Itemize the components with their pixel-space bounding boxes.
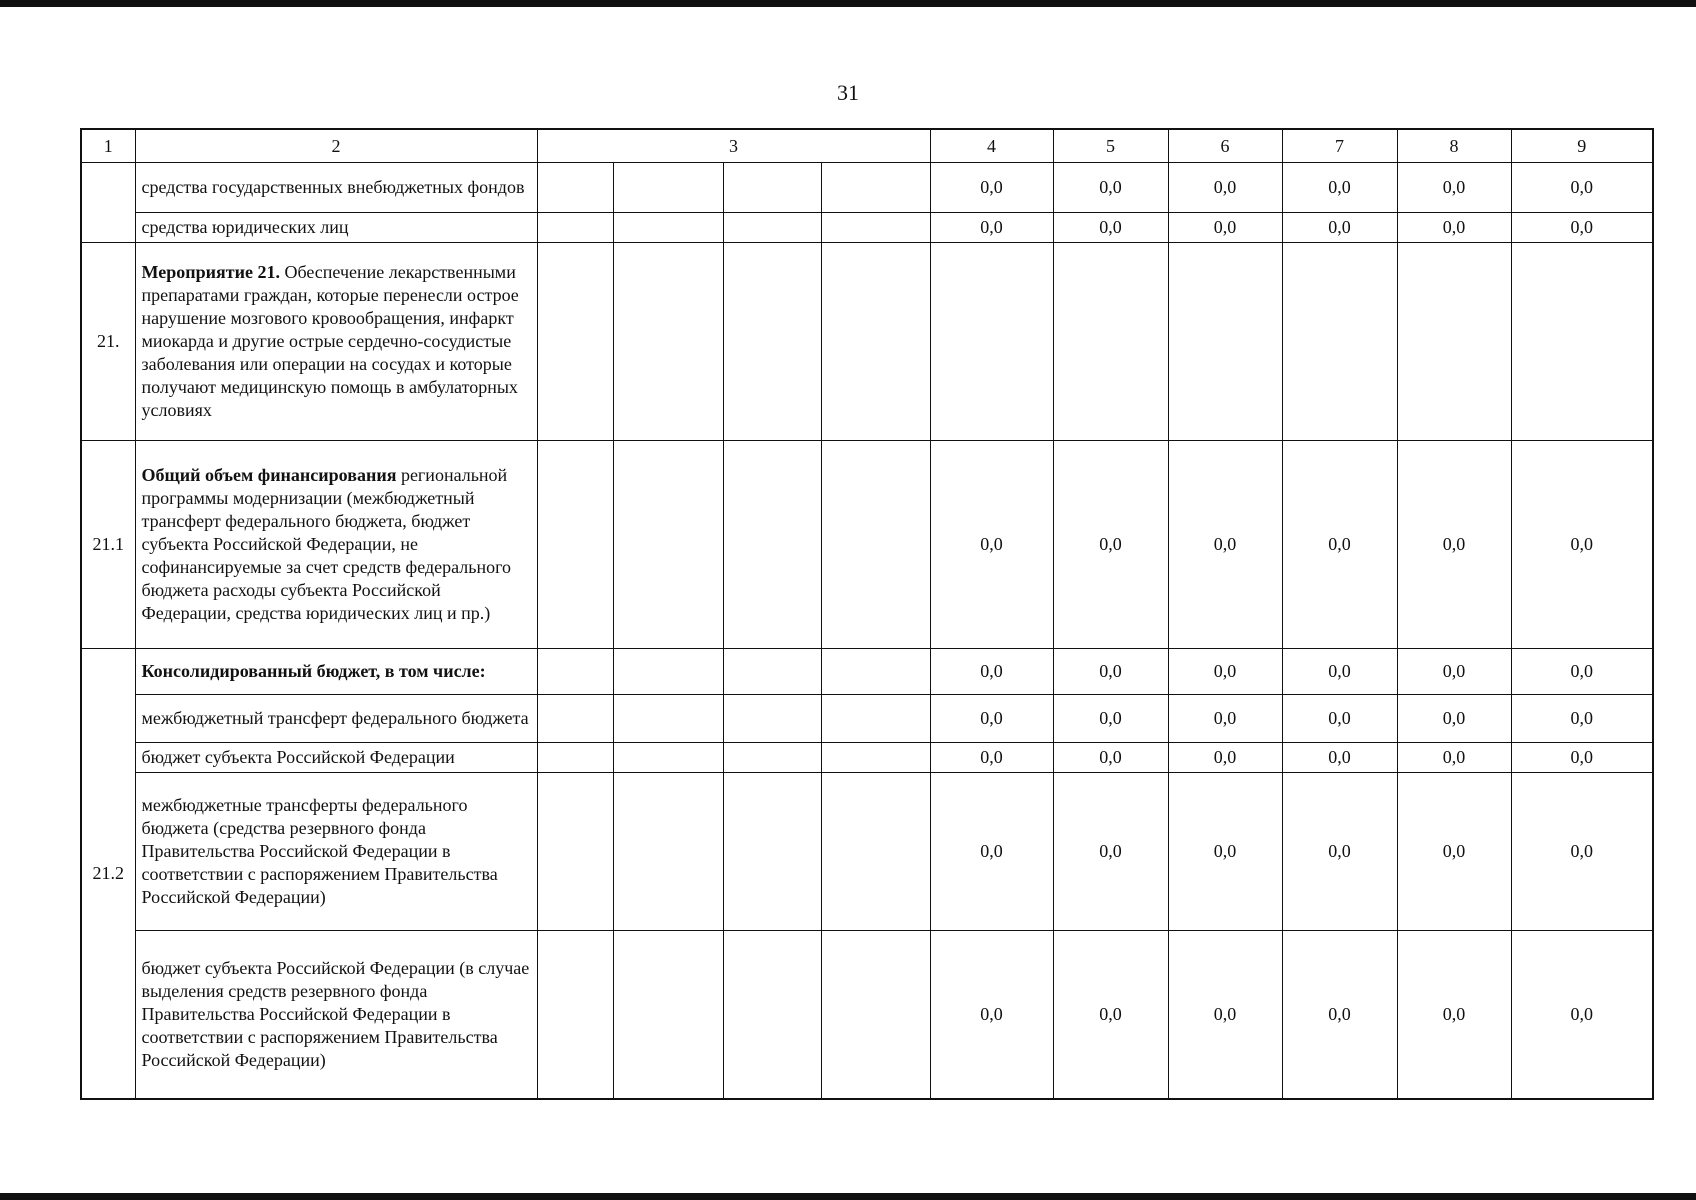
value-cell: 0,0 [1511,743,1653,773]
value-cell: 0,0 [1511,163,1653,213]
empty-cell [723,213,821,243]
value-cell: 0,0 [1168,649,1282,695]
empty-cell [723,243,821,441]
value-cell: 0,0 [1282,441,1397,649]
value-cell: 0,0 [1397,743,1511,773]
value-cell: 0,0 [1053,649,1168,695]
row-number-cell: 21.1 [81,441,135,649]
empty-cell [537,163,613,213]
value-cell: 0,0 [1053,931,1168,1099]
value-cell: 0,0 [1397,649,1511,695]
empty-cell [613,163,723,213]
empty-cell [723,743,821,773]
row-description [135,243,537,441]
value-cell: 0,0 [1168,163,1282,213]
header-cell: 5 [1053,129,1168,163]
row-number-cell: 21. [81,243,135,441]
value-cell: 0,0 [1511,931,1653,1099]
value-cell: 0,0 [1511,773,1653,931]
row-description [135,649,537,695]
row-number-cell [81,163,135,243]
empty-cell [821,695,930,743]
empty-cell [613,213,723,243]
header-cell: 8 [1397,129,1511,163]
scan-edge-top [0,0,1696,7]
empty-cell [613,773,723,931]
header-row [81,129,1653,163]
row-description: межбюджетный трансферт федерального бюджета [135,695,537,743]
value-cell: 0,0 [1397,695,1511,743]
empty-cell [537,649,613,695]
empty-cell [537,243,613,441]
budget-table [80,128,1654,1100]
value-cell: 0,0 [930,163,1053,213]
empty-cell [613,695,723,743]
table-row [81,931,1653,1099]
empty-cell [821,213,930,243]
header-cell: 4 [930,129,1053,163]
empty-cell [723,163,821,213]
value-cell: 0,0 [930,649,1053,695]
value-cell: 0,0 [1282,773,1397,931]
empty-cell [930,243,1053,441]
table-row [81,773,1653,931]
header-cell: 3 [537,129,930,163]
value-cell: 0,0 [1168,213,1282,243]
row-title-text: региональной программы модернизации (межбюджетный трансферт федерального бюджета, бюджет субъекта Российской Федерации, не софинансируемые за счет средств федерального бюджета расходы субъекта Российской Федерации, средства юридических лиц и пр.) [141,465,512,623]
table-row [81,243,1653,441]
empty-cell [723,931,821,1099]
empty-cell [821,773,930,931]
header-cell: 2 [135,129,537,163]
empty-cell [723,649,821,695]
value-cell: 0,0 [930,441,1053,649]
row-title-bold: Общий объем финансирования [141,465,397,485]
empty-cell [537,695,613,743]
value-cell: 0,0 [1053,163,1168,213]
value-cell: 0,0 [1282,649,1397,695]
empty-cell [723,441,821,649]
header-cell: 7 [1282,129,1397,163]
empty-cell [723,695,821,743]
row-description: средства государственных внебюджетных фондов [135,163,537,213]
value-cell: 0,0 [930,743,1053,773]
empty-cell [723,773,821,931]
header-cell: 1 [81,129,135,163]
table-row [81,213,1653,243]
empty-cell [821,163,930,213]
value-cell: 0,0 [1053,743,1168,773]
value-cell: 0,0 [1397,213,1511,243]
scan-edge-bottom [0,1193,1696,1200]
row-number-cell: 21.2 [81,649,135,1099]
value-cell: 0,0 [1282,213,1397,243]
row-description: бюджет субъекта Российской Федерации (в случае выделения средств резервного фонда Правительства Российской Федерации в соответствии с распоряжением Правительства Российской Федерации) [135,931,537,1099]
value-cell: 0,0 [1397,441,1511,649]
value-cell: 0,0 [1397,931,1511,1099]
row-description: средства юридических лиц [135,213,537,243]
row-title-bold: Мероприятие 21. [141,262,280,282]
row-description [135,441,537,649]
row-title-bold: Консолидированный бюджет, в том числе: [141,661,486,681]
table-row [81,163,1653,213]
empty-cell [1511,243,1653,441]
value-cell: 0,0 [1282,743,1397,773]
value-cell: 0,0 [1053,773,1168,931]
value-cell: 0,0 [1397,773,1511,931]
empty-cell [1053,243,1168,441]
value-cell: 0,0 [1168,773,1282,931]
table-row [81,441,1653,649]
empty-cell [821,243,930,441]
empty-cell [537,931,613,1099]
value-cell: 0,0 [1511,213,1653,243]
empty-cell [613,441,723,649]
value-cell: 0,0 [1168,695,1282,743]
value-cell: 0,0 [1282,931,1397,1099]
empty-cell [1397,243,1511,441]
table-row [81,649,1653,695]
row-title-text: Обеспечение лекарственными препаратами граждан, которые перенесли острое нарушение мозгового кровообращения, инфаркт миокарда и другие острые сердечно-сосудистые заболевания или операции на сосудах и которые получают медицинскую помощь в амбулаторных условиях [141,262,519,420]
value-cell: 0,0 [1053,695,1168,743]
empty-cell [1282,243,1397,441]
row-description: межбюджетные трансферты федерального бюджета (средства резервного фонда Правительства Российской Федерации в соответствии с распоряжением Правительства Российской Федерации) [135,773,537,931]
table-row [81,695,1653,743]
value-cell: 0,0 [1511,441,1653,649]
empty-cell [613,243,723,441]
row-description: бюджет субъекта Российской Федерации [135,743,537,773]
value-cell: 0,0 [1282,695,1397,743]
value-cell: 0,0 [1168,743,1282,773]
empty-cell [821,931,930,1099]
header-cell: 9 [1511,129,1653,163]
table-row [81,743,1653,773]
value-cell: 0,0 [1511,695,1653,743]
empty-cell [821,743,930,773]
header-cell: 6 [1168,129,1282,163]
page-number: 31 [837,80,859,105]
value-cell: 0,0 [1282,163,1397,213]
empty-cell [1168,243,1282,441]
value-cell: 0,0 [1168,441,1282,649]
value-cell: 0,0 [930,931,1053,1099]
empty-cell [537,213,613,243]
value-cell: 0,0 [1168,931,1282,1099]
empty-cell [537,773,613,931]
value-cell: 0,0 [1511,649,1653,695]
empty-cell [537,441,613,649]
empty-cell [821,649,930,695]
empty-cell [821,441,930,649]
value-cell: 0,0 [930,773,1053,931]
value-cell: 0,0 [930,213,1053,243]
value-cell: 0,0 [1397,163,1511,213]
empty-cell [613,649,723,695]
empty-cell [613,931,723,1099]
empty-cell [613,743,723,773]
value-cell: 0,0 [1053,213,1168,243]
value-cell: 0,0 [1053,441,1168,649]
empty-cell [537,743,613,773]
value-cell: 0,0 [930,695,1053,743]
